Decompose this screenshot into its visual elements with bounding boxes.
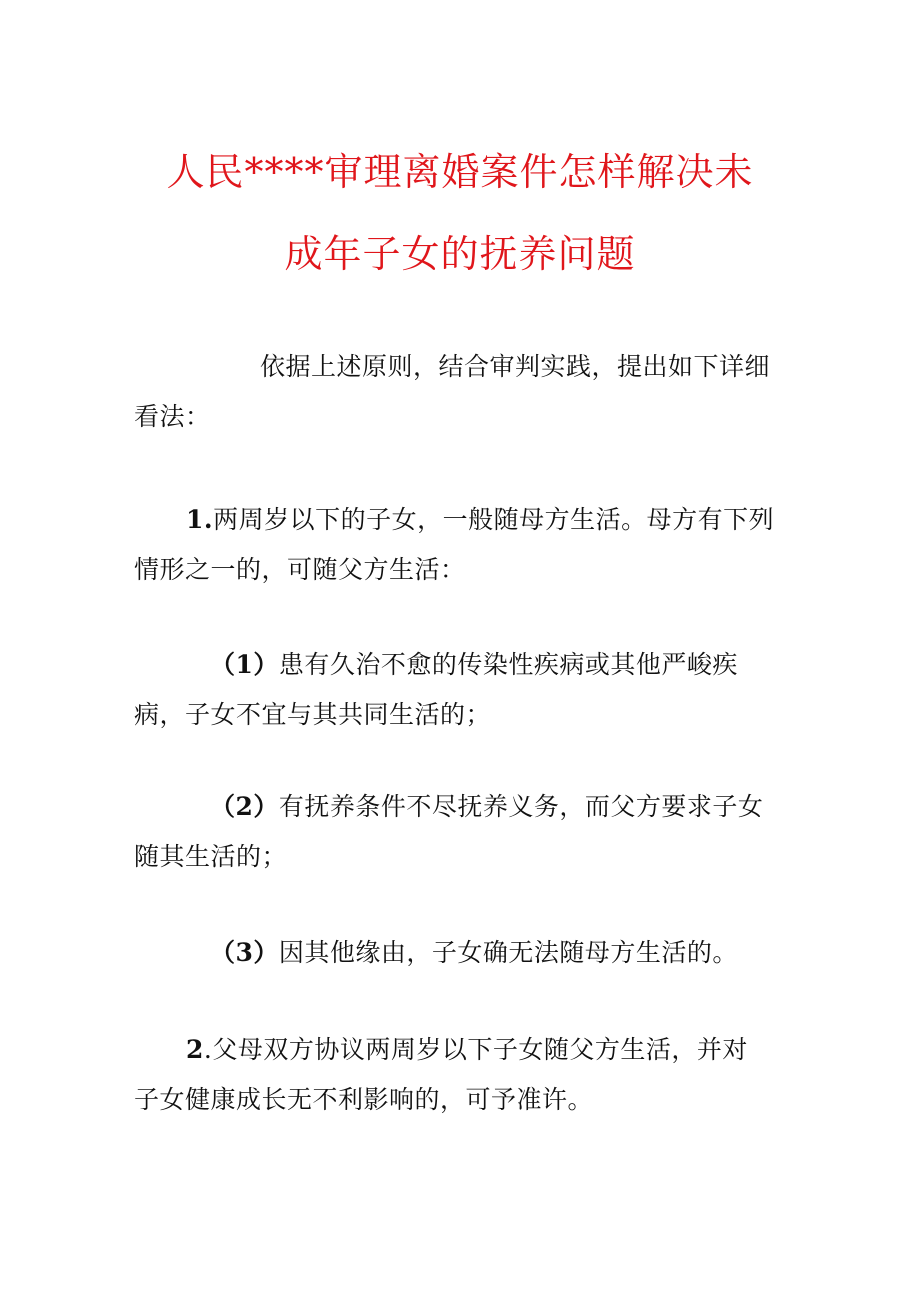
sub-item-1-paragraph	[134, 640, 794, 740]
sub-item-2-line-2: 随其生活的；	[134, 842, 288, 871]
sub-item-1-line-2: 病，子女不宜与其共同生活的；	[134, 700, 492, 729]
item-1-number: 1.	[186, 505, 214, 534]
document-title-line-1: 人民****审理离婚案件怎样解决未	[166, 150, 754, 194]
intro-line-2: 看法：	[134, 402, 211, 431]
item-2-line-2: 子女健康成长无不利影响的，可予准许。	[134, 1085, 594, 1114]
intro-line-1: 依据上述原则，结合审判实践，提出如下详细	[260, 352, 771, 381]
sub-item-2-line-1	[134, 782, 794, 832]
item-2-number: 2	[186, 1035, 204, 1064]
sub-item-1-line-1	[134, 640, 794, 690]
document-title-line-2: 成年子女的抚养问题	[284, 232, 636, 276]
item-1-text-1: 两周岁以下的子女，一般随母方生活。母方有下列	[213, 505, 775, 534]
item-2-line-1	[134, 1025, 794, 1075]
item-1-line-1	[134, 495, 794, 545]
sub-item-1-number: （1）	[210, 650, 279, 679]
item-2-paragraph	[134, 1025, 794, 1125]
sub-item-2-text-1: 有抚养条件不尽抚养义务，而父方要求子女	[278, 792, 764, 821]
sub-item-3-number: （3）	[210, 938, 279, 967]
sub-item-2-number: （2）	[210, 792, 279, 821]
intro-paragraph	[134, 342, 794, 442]
sub-item-3-paragraph	[134, 928, 794, 978]
sub-item-2-paragraph	[134, 782, 794, 882]
item-1-paragraph	[134, 495, 794, 595]
sub-item-3-text-1: 因其他缘由，子女确无法随母方生活的。	[278, 938, 738, 967]
item-2-text-1: .父母双方协议两周岁以下子女随父方生活，并对	[203, 1035, 748, 1064]
sub-item-3-line-1	[134, 928, 794, 978]
item-1-line-2: 情形之一的，可随父方生活：	[134, 555, 466, 584]
sub-item-1-text-1: 患有久治不愈的传染性疾病或其他严峻疾	[278, 650, 738, 679]
